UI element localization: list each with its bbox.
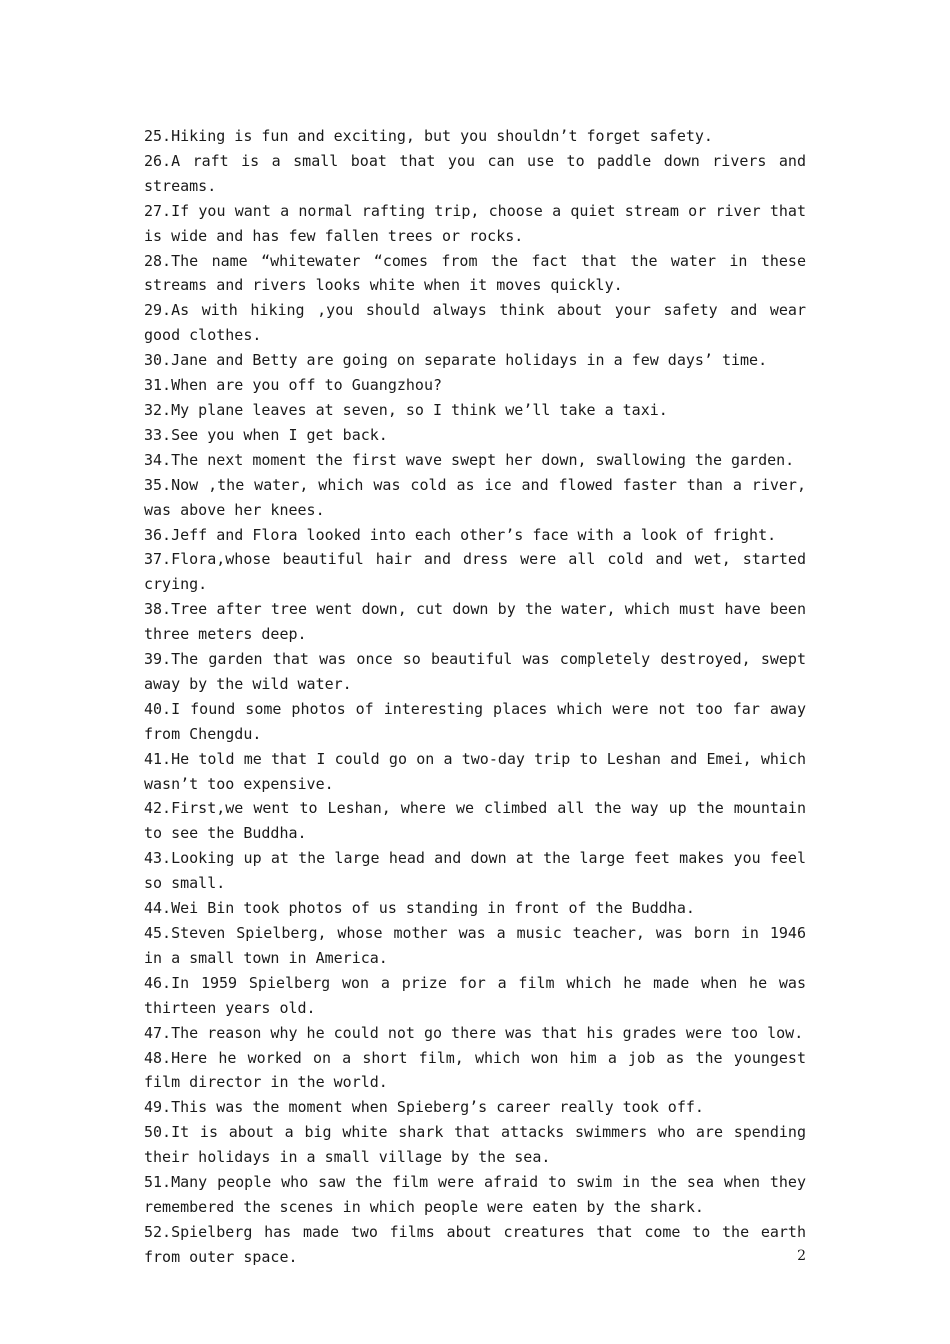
sentence-50: 50.It is about a big white shark that attacks swimmers who are spending their holidays in a small village by the sea. (144, 1123, 806, 1167)
sentence-46: 46.In 1959 Spielberg won a prize for a film which he made when he was thirteen years old. (144, 973, 806, 1017)
sentence-33: 33.See you when I get back. (144, 425, 388, 444)
sentence-41: 41.He told me that I could go on a two-day trip to Leshan and Emei, which wasn’t too expensive. (144, 749, 806, 793)
sentence-26: 26.A raft is a small boat that you can use to paddle down rivers and streams. (144, 151, 806, 195)
sentence-52: 52.Spielberg has made two films about creatures that come to the earth from outer space. (144, 1222, 806, 1266)
sentence-25: 25.Hiking is fun and exciting, but you shouldn’t forget safety. (144, 127, 713, 145)
sentence-44: 44.Wei Bin took photos of us standing in front of the Buddha. (144, 899, 695, 918)
sentence-49: 49.This was the moment when Spieberg’s career really took off. (144, 1098, 704, 1117)
sentence-38: 38.Tree after tree went down, cut down by the water, which must have been three meters deep. (144, 600, 806, 644)
sentence-list (144, 124, 806, 1270)
sentence-42: 42.First,we went to Leshan, where we climbed all the way up the mountain to see the Buddha. (144, 799, 806, 843)
sentence-28: 28.The name “whitewater “comes from the fact that the water in these streams and rivers looks white when it moves quickly. (144, 251, 806, 295)
sentence-34: 34.The next moment the first wave swept her down, swallowing the garden. (144, 450, 795, 469)
sentence-36: 36.Jeff and Flora looked into each other’s face with a look of fright. (144, 525, 777, 544)
sentence-48: 48.Here he worked on a short film, which won him a job as the youngest film director in the world. (144, 1048, 806, 1092)
sentence-31: 31.When are you off to Guangzhou? (144, 376, 443, 395)
sentence-51: 51.Many people who saw the film were afraid to swim in the sea when they remembered the scenes in which people were eaten by the shark. (144, 1173, 806, 1216)
sentence-39: 39.The garden that was once so beautiful was completely destroyed, swept away by the wild water. (144, 650, 806, 693)
sentence-40: 40.I found some photos of interesting places which were not too far away from Chengdu. (144, 699, 806, 743)
sentence-30: 30.Jane and Betty are going on separate holidays in a few days’ time. (144, 351, 768, 370)
sentence-35: 35.Now ,the water, which was cold as ice and flowed faster than a river, was above her knees. (144, 475, 806, 519)
sentence-27: 27.If you want a normal rafting trip, choose a quiet stream or river that is wide and has few fallen trees or rocks. (144, 201, 806, 245)
sentence-43: 43.Looking up at the large head and down at the large feet makes you feel so small. (144, 849, 806, 893)
sentence-29: 29.As with hiking ,you should always think about your safety and wear good clothes. (144, 301, 806, 345)
sentence-32: 32.My plane leaves at seven, so I think we’ll take a taxi. (144, 400, 668, 419)
page-number: 2 (797, 1248, 806, 1264)
sentence-45: 45.Steven Spielberg, whose mother was a music teacher, was born in 1946 in a small town in America. (144, 924, 806, 967)
sentence-37: 37.Flora,whose beautiful hair and dress were all cold and wet, started crying. (144, 550, 806, 594)
sentence-47: 47.The reason why he could not go there was that his grades were too low. (144, 1023, 804, 1042)
